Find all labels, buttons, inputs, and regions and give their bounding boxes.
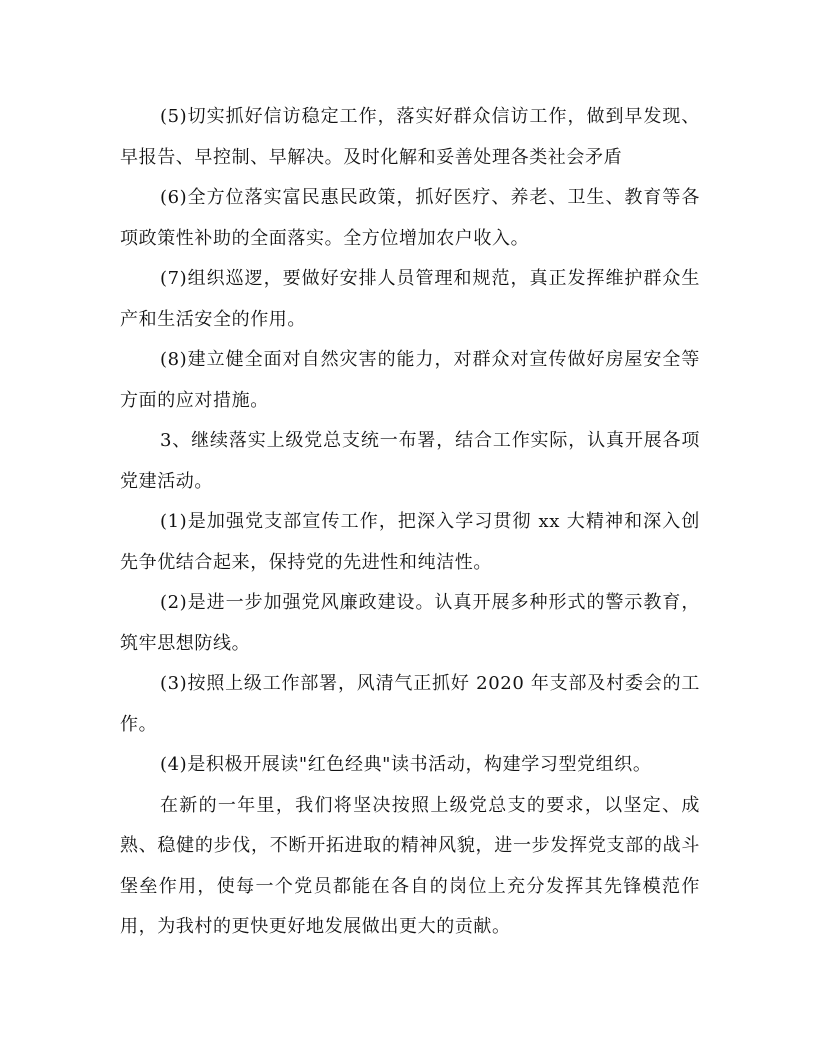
document-body bbox=[120, 97, 700, 948]
paragraph-item-7: (7)组织巡逻，要做好安排人员管理和规范，真正发挥维护群众生产和生活安全的作用。 bbox=[120, 268, 700, 330]
paragraph-section-3: 3、继续落实上级党总支统一布署，结合工作实际，认真开展各项党建活动。 bbox=[120, 430, 700, 492]
paragraph-item-6: (6)全方位落实富民惠民政策，抓好医疗、养老、卫生、教育等各项政策性补助的全面落实。全方位增加农户收入。 bbox=[120, 187, 700, 249]
paragraph-subitem-4: (4)是积极开展读"红色经典"读书活动，构建学习型党组织。 bbox=[160, 754, 652, 775]
paragraph-item-8: (8)建立健全面对自然灾害的能力，对群众对宣传做好房屋安全等方面的应对措施。 bbox=[120, 349, 700, 411]
paragraph-subitem-3: (3)按照上级工作部署，风清气正抓好 2020 年支部及村委会的工作。 bbox=[120, 673, 700, 735]
paragraph-subitem-2: (2)是进一步加强党风廉政建设。认真开展多种形式的警示教育，筑牢思想防线。 bbox=[120, 592, 700, 654]
paragraph-closing: 在新的一年里，我们将坚决按照上级党总支的要求，以坚定、成熟、稳健的步伐，不断开拓进取的精神风貌，进一步发挥党支部的战斗堡垒作用，使每一个党员都能在各自的岗位上充分发挥其先锋模范作用，为我村的更快更好地发展做出更大的贡献。 bbox=[120, 794, 700, 937]
paragraph-item-5: (5)切实抓好信访稳定工作，落实好群众信访工作，做到早发现、早报告、早控制、早解决。及时化解和妥善处理各类社会矛盾 bbox=[120, 106, 700, 168]
paragraph-subitem-1: (1)是加强党支部宣传工作，把深入学习贯彻 xx 大精神和深入创先争优结合起来，保持党的先进性和纯洁性。 bbox=[120, 511, 700, 573]
